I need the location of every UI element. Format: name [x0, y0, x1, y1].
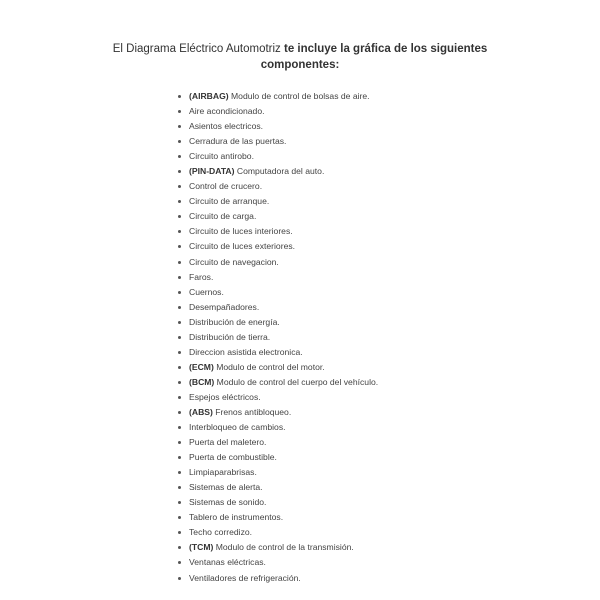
item-text: Circuito de luces exteriores.	[189, 241, 296, 252]
bullet-icon	[178, 396, 181, 399]
item-text: Circuito de luces interiores.	[189, 226, 293, 237]
list-item	[176, 224, 378, 239]
list-item	[176, 164, 378, 179]
bullet-icon	[178, 155, 181, 158]
item-text: Sistemas de sonido.	[189, 497, 267, 508]
bullet-icon	[178, 546, 181, 549]
item-text: Faros.	[189, 271, 214, 282]
bullet-icon	[178, 501, 181, 504]
list-item	[176, 360, 378, 375]
item-text: Circuito de carga.	[189, 211, 257, 222]
bullet-icon	[178, 261, 181, 264]
item-acronym: (ABS)	[189, 406, 213, 417]
item-text: Espejos eléctricos.	[189, 391, 261, 402]
item-text: Tablero de instrumentos.	[189, 512, 284, 523]
item-text: Limpiaparabrisas.	[189, 467, 257, 478]
list-item	[176, 405, 378, 420]
item-text: Modulo de control de bolsas de aire.	[228, 91, 370, 101]
item-text: Direccion asistida electronica.	[189, 346, 303, 357]
list-item	[176, 179, 378, 194]
bullet-icon	[178, 577, 181, 580]
heading-bold-text: te incluye la gráfica de los siguientes componentes:	[260, 43, 488, 71]
list-item	[176, 450, 378, 465]
list-item	[176, 390, 378, 405]
list-item	[176, 375, 378, 390]
item-text: Sistemas de alerta.	[189, 482, 263, 493]
list-item	[176, 571, 378, 586]
item-text: Puerta del maletero.	[189, 437, 267, 448]
bullet-icon	[178, 411, 181, 414]
list-item	[176, 465, 378, 480]
bullet-icon	[178, 291, 181, 294]
list-item	[176, 194, 378, 209]
component-list	[176, 89, 378, 586]
list-item	[176, 555, 378, 570]
list-item	[176, 270, 378, 285]
item-text: Control de crucero.	[189, 181, 263, 192]
item-text: Modulo de control del cuerpo del vehículo.	[214, 376, 379, 387]
page-heading	[100, 41, 500, 73]
bullet-icon	[178, 561, 181, 564]
list-item	[176, 495, 378, 510]
list-item	[176, 134, 378, 149]
item-text: Interbloqueo de cambios.	[189, 422, 286, 433]
item-acronym: (PIN-DATA)	[189, 166, 235, 177]
item-text: Frenos antibloqueo.	[212, 406, 292, 417]
bullet-icon	[178, 230, 181, 233]
item-text: Ventiladores de refrigeración.	[189, 572, 301, 583]
bullet-icon	[178, 531, 181, 534]
bullet-icon	[178, 276, 181, 279]
list-item	[176, 149, 378, 164]
bullet-icon	[178, 336, 181, 339]
list-item	[176, 330, 378, 345]
list-item	[176, 255, 378, 270]
item-text: Cuernos.	[189, 286, 224, 297]
heading-normal-text: El Diagrama Eléctrico Automotriz	[112, 43, 285, 55]
item-text: Modulo de control del motor.	[213, 361, 325, 372]
item-acronym: (ECM)	[189, 361, 214, 372]
item-text: Distribución de tierra.	[189, 331, 271, 342]
list-item	[176, 300, 378, 315]
list-item	[176, 119, 378, 134]
item-text: Techo corredizo.	[189, 527, 253, 538]
bullet-icon	[178, 200, 181, 203]
bullet-icon	[178, 471, 181, 474]
bullet-icon	[178, 110, 181, 113]
list-item	[176, 525, 378, 540]
item-text: Asientos electricos.	[189, 121, 264, 132]
list-item	[176, 89, 378, 104]
bullet-icon	[178, 170, 181, 173]
item-text: Desempañadores.	[189, 301, 260, 312]
item-acronym: (TCM)	[189, 542, 214, 553]
item-text: Distribución de energía.	[189, 316, 280, 327]
list-item	[176, 315, 378, 330]
item-text: Circuito de navegacion.	[189, 256, 279, 267]
list-item	[176, 480, 378, 495]
bullet-icon	[178, 306, 181, 309]
item-text: Modulo de control de la transmisión.	[213, 542, 354, 553]
item-text: Circuito de arranque.	[189, 196, 270, 207]
list-item	[176, 239, 378, 254]
bullet-icon	[178, 426, 181, 429]
bullet-icon	[178, 125, 181, 128]
bullet-icon	[178, 95, 181, 98]
bullet-icon	[178, 321, 181, 324]
bullet-icon	[178, 381, 181, 384]
list-item	[176, 420, 378, 435]
bullet-icon	[178, 516, 181, 519]
bullet-icon	[178, 486, 181, 489]
bullet-icon	[178, 456, 181, 459]
list-item	[176, 345, 378, 360]
list-item	[176, 285, 378, 300]
bullet-icon	[178, 351, 181, 354]
item-acronym: (BCM)	[189, 376, 215, 387]
list-item	[176, 510, 378, 525]
bullet-icon	[178, 140, 181, 143]
list-item	[176, 209, 378, 224]
item-text: Computadora del auto.	[234, 166, 325, 177]
bullet-icon	[178, 245, 181, 248]
bullet-icon	[178, 215, 181, 218]
bullet-icon	[178, 185, 181, 188]
item-text: Aire acondicionado.	[189, 106, 265, 117]
list-item	[176, 540, 378, 555]
item-text: Circuito antirobo.	[189, 151, 254, 162]
bullet-icon	[178, 366, 181, 369]
item-acronym: (AIRBAG)	[189, 91, 229, 101]
list-item	[176, 435, 378, 450]
list-item	[176, 104, 378, 119]
item-text: Ventanas eléctricas.	[189, 557, 266, 568]
item-text: Puerta de combustible.	[189, 452, 277, 463]
bullet-icon	[178, 441, 181, 444]
item-text: Cerradura de las puertas.	[189, 136, 287, 147]
